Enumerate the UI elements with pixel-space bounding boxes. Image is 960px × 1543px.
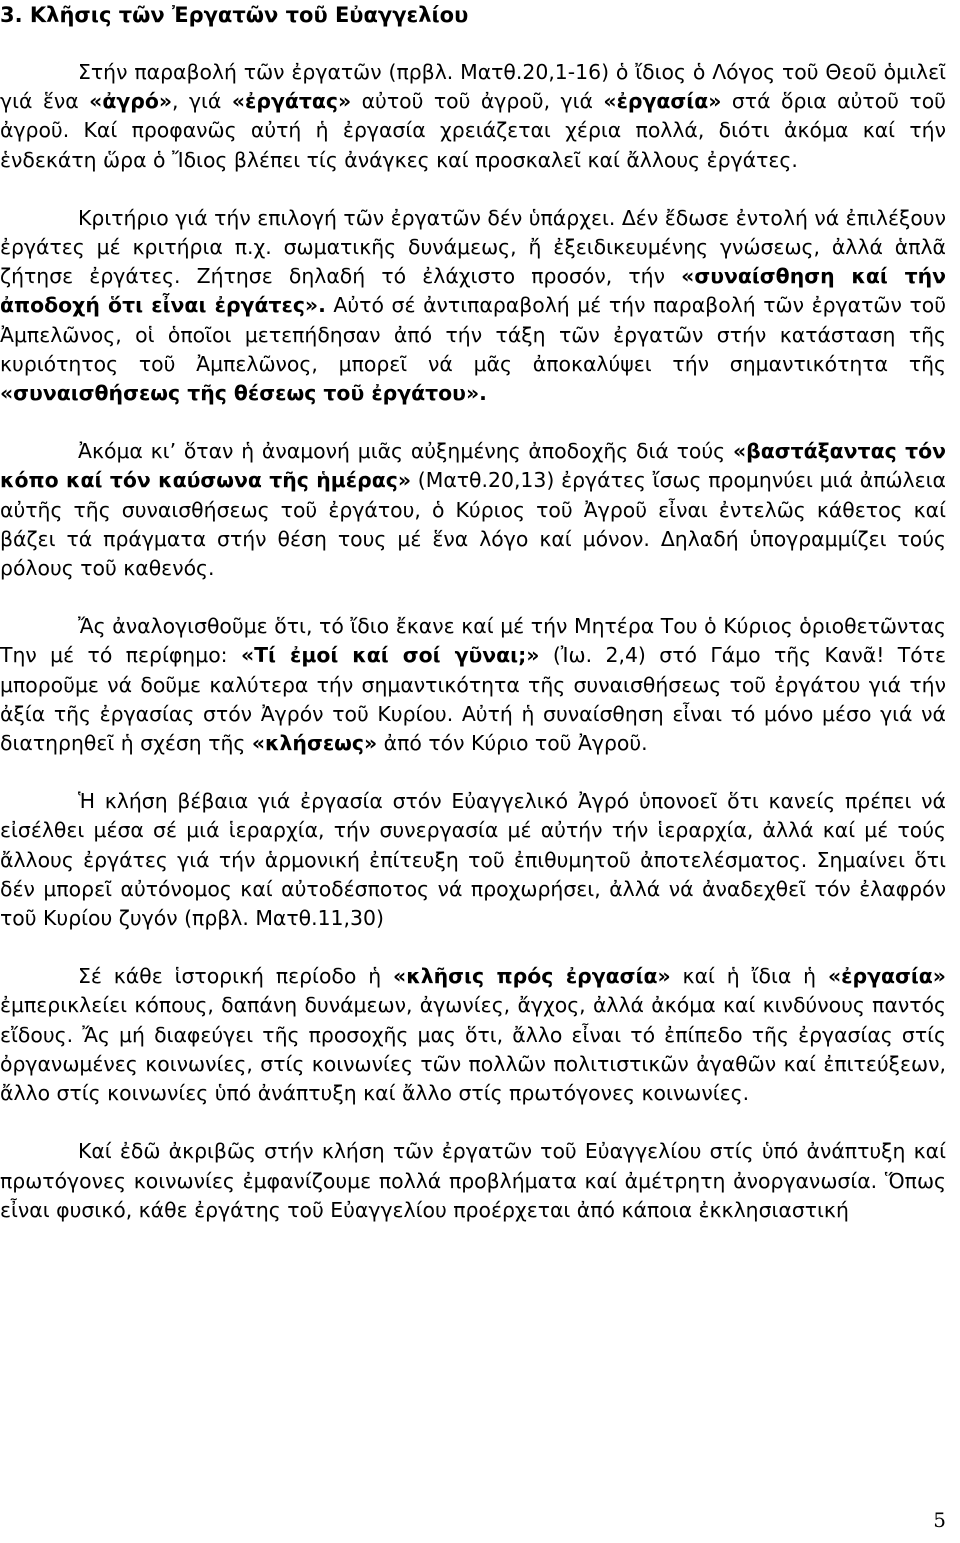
text-run: Ἡ κλήση βέβαια γιά ἐργασία στόν Εὐαγγελικό Ἀγρό ὑπονοεῖ ὅτι κανείς πρέπει νά εἰσέλθει μέσα σέ μιά ἱεραρχία, τήν συνεργασία μέ αὐτήν τήν ἱεραρχία, ἀλλά καί μέ τούς ἄλλους ἐργάτες γιά τήν ἁρμονική ἐπίτευξη τοῦ ἐπιθυμητοῦ ἀποτελέσματος. Σημαίνει ὅτι δέν μπορεῖ αὐτόνομος καί αὐτοδέσποτος νά προχωρήσει, ἀλλά νά ἀναδεχθεῖ τόν ἐλαφρόν τοῦ Κυρίου ζυγόν (πρβλ. Ματθ.11,30) [0, 789, 946, 931]
emphasized-text: «βαστάξαντας τόν κόπο καί τόν καύσωνα τῆς ἡμέρας» [0, 439, 946, 493]
paragraph-3 [0, 437, 946, 583]
paragraph-7 [0, 1137, 946, 1225]
emphasized-text: «συναίσθηση καί τήν ἀποδοχή ὅτι εἶναι ἐργάτες». [0, 264, 947, 318]
document-body [0, 58, 946, 1225]
emphasized-text: «Τί ἐμοί καί σοί γῦναι;» [240, 643, 540, 668]
paragraph-4 [0, 612, 946, 758]
text-run: Καί ἐδῶ ἀκριβῶς στήν κλήση τῶν ἐργατῶν τοῦ Εὐαγγελίου στίς ὑπό ἀνάπτυξη καί πρωτόγονες κοινωνίες ἐμφανίζουμε πολλά προβλήματα καί ἀμέτρητη ἀνοργανωσία. Ὅπως εἶναι φυσικό, κάθε ἐργάτης τοῦ Εὐαγγελίου προέρχεται ἀπό κάποια ἐκκλησιαστική [0, 1139, 946, 1222]
emphasized-text: «ἐργασία» [603, 89, 722, 114]
emphasized-text: «κλήσεως» [251, 731, 378, 756]
emphasized-text: «συναισθήσεως τῆς θέσεως τοῦ ἐργάτου». [0, 381, 487, 406]
emphasized-text: «κλῆσις πρός ἐργασία» [393, 964, 671, 989]
page-number: 5 [933, 1508, 946, 1532]
text-run: Στήν παραβολή τῶν ἐργατῶν (πρβλ. Ματθ.20,1-16) ὁ ἴδιος ὁ Λόγος τοῦ Θεοῦ ὁμιλεῖ γιά ἕνα [0, 60, 946, 114]
text-run: (Ἰω. 2,4) στό Γάμο τῆς Κανᾶ! Τότε μποροῦμε νά δοῦμε καλύτερα τήν σημαντικότητα τῆς συναισθήσεως τοῦ ἐργάτου γιά τήν ἀξία τῆς ἐργασίας στόν Ἀγρόν τοῦ Κυρίου. Αὐτή ἡ συναίσθηση εἶναι τό μόνο μέσο γιά νά διατηρηθεῖ ἡ σχέση τῆς [0, 643, 946, 756]
emphasized-text: «ἐργασία» [827, 964, 946, 989]
text-run: καί ἡ ἴδια ἡ [670, 964, 828, 989]
text-run: Ἀκόμα κι’ ὅταν ἡ ἀναμονή μιᾶς αὐξημένης ἀποδοχῆς διά τούς [78, 439, 733, 464]
text-run: Σέ κάθε ἱστορική περίοδο ἡ [78, 964, 394, 989]
text-run: (Ματθ.20,13) ἐργάτες ἴσως προμηνύει μιά ἀπώλεια αὐτῆς τῆς συναισθήσεως τοῦ ἐργάτου, ὁ Κύριος τοῦ Ἀγροῦ εἶναι ἐντελῶς κάθετος καί βάζει τά πράγματα στήν θέση τους μέ ἕνα λόγο καί μόνον. Δηλαδή ὑπογραμμίζει τούς ρόλους τοῦ καθενός. [0, 468, 946, 581]
paragraph-2 [0, 204, 946, 408]
text-run: Κριτήριο γιά τήν επιλογή τῶν ἐργατῶν δέν ὑπάρχει. Δέν ἔδωσε ἐντολή νά ἐπιλέξουν ἐργάτες μέ κριτήρια π.χ. σωματικῆς δυνάμεως, ἤ ἐξειδικευμένης γνώσεως, ἀλλά ἁπλᾶ ζήτησε ἐργάτες. Ζήτησε δηλαδή τό ἐλάχιστο προσόν, τήν [0, 205, 946, 289]
paragraph-6 [0, 962, 946, 1108]
section-heading: 3. Κλῆσις τῶν Ἐργατῶν τοῦ Εὐαγγελίου [0, 3, 469, 27]
paragraph-1 [0, 58, 946, 175]
text-run: Ἄς ἀναλογισθοῦμε ὅτι, τό ἴδιο ἔκανε καί μέ τήν Μητέρα Του ὁ Κύριος ὁριοθετῶντας Την μέ τό περίφημο: [0, 614, 946, 668]
text-run: , γιά [172, 89, 232, 114]
text-run: στά ὅρια αὐτοῦ τοῦ ἀγροῦ. Καί προφανῶς αὐτή ἡ ἐργασία χρειάζεται χέρια πολλά, διότι ἀκόμα καί τήν ἑνδεκάτη ὥρα ὁ Ἴδιος βλέπει τίς ἀνάγκες καί προσκαλεῖ καί ἄλλους ἐργάτες. [0, 89, 946, 172]
emphasized-text: «ἀγρό» [89, 89, 173, 114]
paragraph-5 [0, 787, 946, 933]
text-run: ἀπό τόν Κύριο τοῦ Ἀγροῦ. [377, 731, 648, 756]
text-run: ἐμπερικλείει κόπους, δαπάνη δυνάμεων, ἀγωνίες, ἄγχος, ἀλλά ἀκόμα καί κινδύνους παντός εἴδους. Ἄς μή διαφεύγει τῆς προσοχῆς μας ὅτι, ἄλλο εἶναι τό ἐπίπεδο τῆς ἐργασίας στίς ὀργανωμένες κοινωνίες, στίς κοινωνίες τῶν πολλῶν πολιτιστικῶν ἀγαθῶν καί ἐπιτεύξεων, ἄλλο στίς κοινωνίες ὑπό ἀνάπτυξη καί ἄλλο στίς πρωτόγονες κοινωνίες. [0, 993, 946, 1106]
text-run: Αὐτό σέ ἀντιπαραβολή μέ τήν παραβολή τῶν ἐργατῶν τοῦ Ἀμπελῶνος, οἱ ὁποῖοι μετεπήδησαν ἀπό τήν τάξη τῶν ἐργατῶν στήν κατάσταση τῆς κυριότητος τοῦ Ἀμπελῶνος, μπορεῖ νά μᾶς ἀποκαλύψει τήν σημαντικότητα τῆς [0, 293, 946, 376]
emphasized-text: «ἐργάτας» [231, 89, 352, 114]
text-run: αὐτοῦ τοῦ ἀγροῦ, γιά [351, 89, 604, 114]
